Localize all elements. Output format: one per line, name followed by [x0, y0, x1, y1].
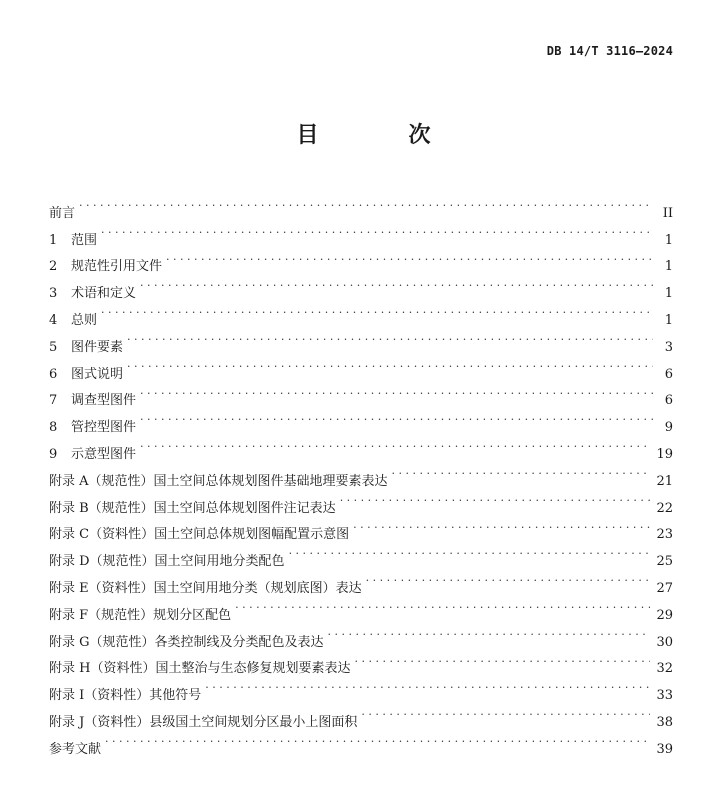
toc-entry-number: 6 [49, 366, 58, 382]
toc-dot-leader [127, 351, 653, 378]
toc-entry-page-number: II [662, 205, 673, 221]
toc-dot-leader [289, 538, 651, 565]
toc-entry[interactable] [49, 458, 673, 489]
toc-dot-leader [361, 699, 650, 726]
toc-entry-label: 示意型图件 [71, 446, 137, 462]
toc-entry[interactable] [49, 431, 673, 462]
toc-entry-page-number: 9 [664, 420, 673, 436]
toc-entry[interactable] [49, 351, 673, 382]
toc-entry-page-number: 22 [656, 500, 673, 516]
toc-entry[interactable] [49, 244, 673, 275]
toc-entry-label: 附录 F（规范性）规划分区配色 [49, 607, 232, 623]
toc-dot-leader [101, 297, 653, 324]
table-of-contents [49, 190, 673, 757]
toc-entry-page-number: 23 [656, 527, 673, 543]
toc-dot-leader [101, 217, 653, 244]
toc-entry-label: 附录 H（资料性）国土整治与生态修复规划要素表达 [49, 661, 351, 677]
toc-dot-leader [366, 565, 651, 592]
toc-entry-number: 2 [49, 259, 58, 275]
toc-dot-leader [166, 244, 653, 271]
toc-entry[interactable] [49, 324, 673, 355]
toc-entry-page-number: 1 [664, 259, 673, 275]
toc-entry-label: 调查型图件 [71, 393, 137, 409]
toc-entry-page-number: 1 [664, 232, 673, 248]
toc-dot-leader [140, 378, 653, 405]
toc-dot-leader [392, 458, 651, 485]
toc-entry-label: 附录 B（规范性）国土空间总体规划图件注记表达 [49, 500, 336, 516]
toc-entry-label: 术语和定义 [71, 286, 137, 302]
toc-entry-label: 总则 [71, 312, 98, 328]
toc-entry[interactable] [49, 297, 673, 328]
toc-entry[interactable] [49, 217, 673, 248]
toc-entry-label: 范围 [71, 232, 98, 248]
toc-entry-label: 附录 I（资料性）其他符号 [49, 688, 202, 704]
toc-entry-label: 参考文献 [49, 741, 102, 757]
toc-dot-leader [235, 592, 650, 619]
toc-dot-leader [354, 646, 650, 673]
toc-entry-label: 附录 D（规范性）国土空间用地分类配色 [49, 554, 285, 570]
toc-entry-number: 3 [49, 286, 58, 302]
toc-entry-page-number: 29 [656, 607, 673, 623]
toc-entry-page-number: 27 [656, 580, 673, 596]
toc-entry-page-number: 25 [656, 554, 673, 570]
toc-dot-leader [79, 190, 653, 217]
toc-entry-label: 附录 A（规范性）国土空间总体规划图件基础地理要素表达 [49, 473, 388, 489]
toc-dot-leader [140, 431, 650, 458]
toc-entry-label: 前言 [49, 205, 76, 221]
toc-entry-label: 附录 J（资料性）县级国土空间规划分区最小上图面积 [49, 714, 358, 730]
toc-entry-page-number: 39 [656, 741, 673, 757]
document-code: DB 14/T 3116—2024 [546, 44, 673, 58]
toc-dot-leader [328, 619, 651, 646]
toc-entry-page-number: 6 [664, 366, 673, 382]
toc-entry[interactable] [49, 270, 673, 302]
toc-dot-leader [340, 485, 651, 512]
toc-entry-number: 9 [49, 446, 58, 462]
toc-dot-leader [205, 672, 650, 699]
toc-entry-label: 附录 G（规范性）各类控制线及分类配色及表达 [49, 634, 324, 650]
toc-entry-label: 图件要素 [71, 339, 124, 355]
toc-entry-label: 管控型图件 [71, 420, 137, 436]
toc-entry[interactable] [49, 190, 673, 221]
toc-entry[interactable] [49, 726, 673, 757]
toc-dot-leader [140, 404, 653, 431]
toc-dot-leader [140, 270, 653, 297]
toc-entry-number: 7 [49, 393, 58, 409]
toc-entry[interactable] [49, 378, 673, 409]
toc-entry-number: 8 [49, 420, 58, 436]
toc-entry-page-number: 3 [664, 339, 673, 355]
toc-entry[interactable] [49, 404, 673, 436]
toc-entry-label: 附录 E（资料性）国土空间用地分类（规划底图）表达 [49, 580, 362, 596]
toc-entry-page-number: 33 [656, 688, 673, 704]
toc-entry-page-number: 19 [656, 446, 673, 462]
toc-entry-page-number: 1 [664, 312, 673, 328]
toc-title: 目 次 [296, 123, 465, 148]
toc-entry-page-number: 30 [656, 634, 673, 650]
toc-entry-page-number: 21 [656, 473, 673, 489]
toc-entry-page-number: 6 [664, 393, 673, 409]
toc-entry-number: 1 [49, 232, 58, 248]
toc-entry-page-number: 32 [656, 661, 673, 677]
toc-entry-label: 图式说明 [71, 366, 124, 382]
toc-dot-leader [353, 512, 650, 539]
toc-entry-label: 附录 C（资料性）国土空间总体规划图幅配置示意图 [49, 527, 350, 543]
toc-dot-leader [105, 726, 650, 753]
toc-entry-page-number: 1 [664, 286, 673, 302]
toc-entry-number: 5 [49, 339, 58, 355]
toc-entry-label: 规范性引用文件 [71, 259, 163, 275]
toc-entry-number: 4 [49, 312, 58, 328]
toc-dot-leader [127, 324, 653, 351]
toc-entry-page-number: 38 [656, 714, 673, 730]
